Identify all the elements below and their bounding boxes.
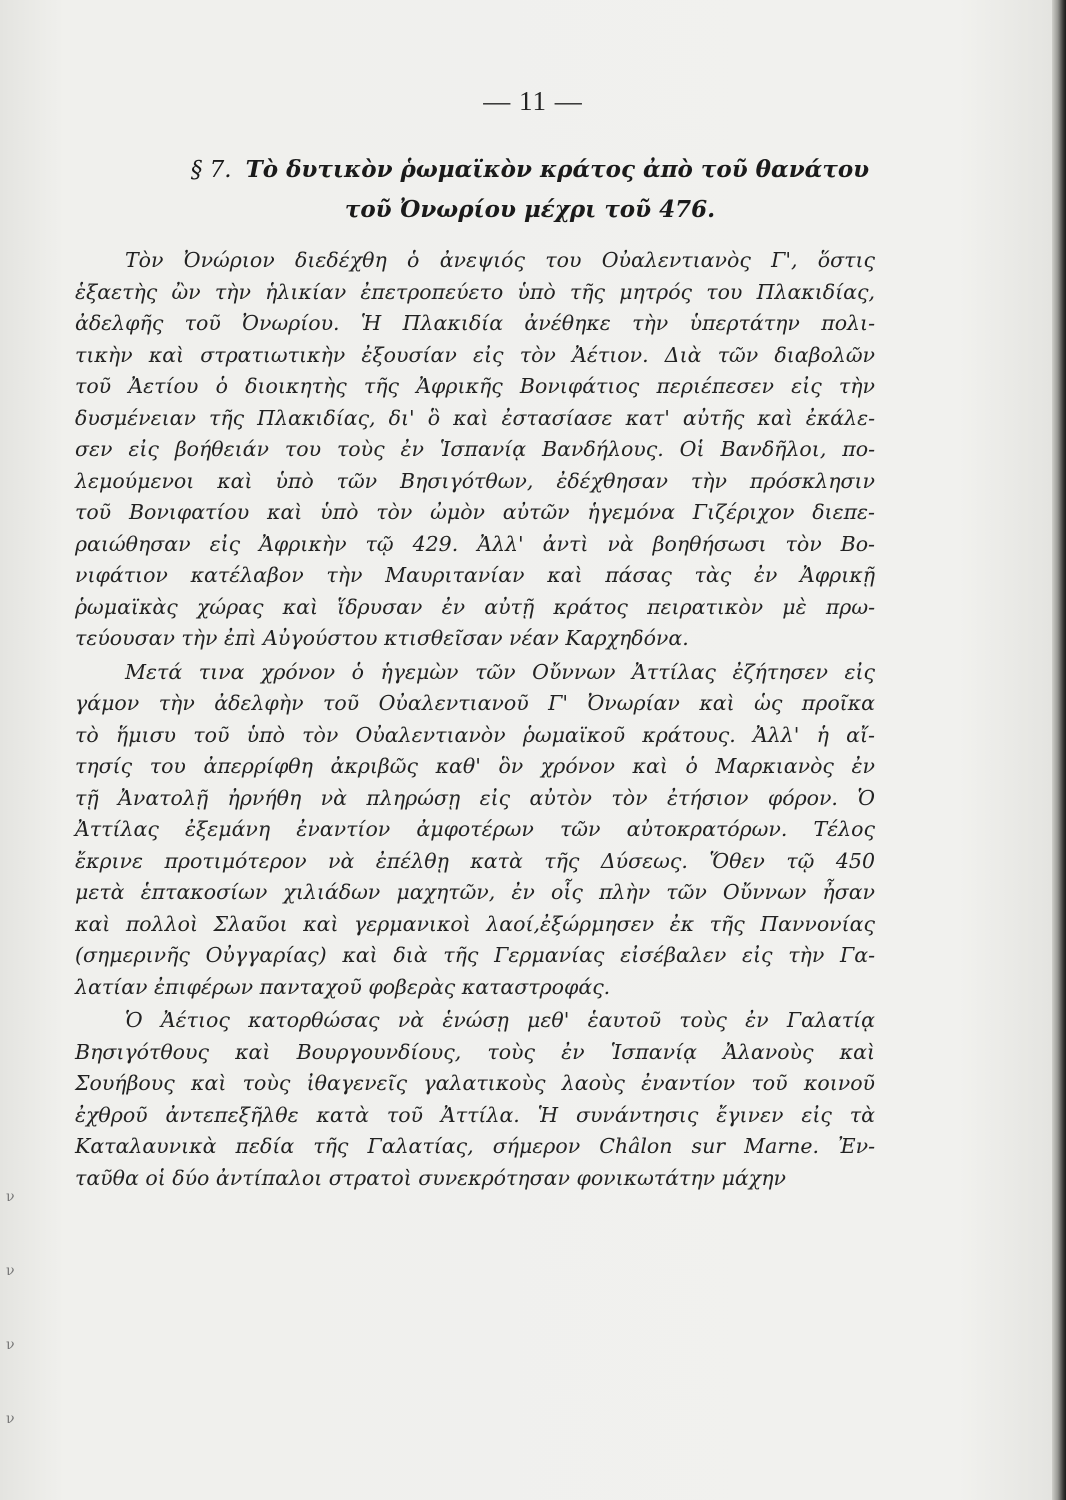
- text-line: Ἀττίλας ἐξεμάνη ἐναντίον ἀμφοτέρων τῶν αὐτοκρατόρων. Τέλος: [75, 817, 875, 841]
- text-line: ταῦθα οἱ δύο ἀντίπαλοι στρατοὶ συνεκρότησαν φονικωτάτην μάχην: [75, 1165, 786, 1190]
- text-line: ῥωμαϊκὰς χώρας καὶ ἵδρυσαν ἐν αὐτῇ κράτος πειρατικὸν μὲ πρω-: [75, 594, 875, 619]
- text-line: τοῦ Ἀετίου ὁ διοικητὴς τῆς Ἀφρικῆς Βονιφάτιος περιέπεσεν εἰς τὴν: [75, 374, 875, 398]
- text-line: δυσμένειαν τῆς Πλακιδίας, δι' ὃ καὶ ἐστασίασε κατ' αὐτῆς καὶ ἐκάλε-: [75, 405, 875, 430]
- body-text: [75, 245, 875, 1196]
- text-line: Ὁ Ἀέτιος κατορθώσας νὰ ἑνώσῃ μεθ' ἑαυτοῦ τοὺς ἐν Γαλατίᾳ: [125, 1008, 875, 1032]
- text-line: λεμούμενοι καὶ ὑπὸ τῶν Βησιγότθων, ἐδέχθησαν τὴν πρόσκλησιν: [75, 468, 875, 493]
- paragraph: [75, 657, 875, 1004]
- text-line: ἀδελφῆς τοῦ Ὀνωρίου. Ἡ Πλακιδία ἀνέθηκε τὴν ὑπερτάτην πολι-: [75, 311, 875, 335]
- text-line: τικὴν καὶ στρατιωτικὴν ἐξουσίαν εἰς τὸν Ἀέτιον. Διὰ τῶν διαβολῶν: [75, 342, 875, 367]
- text-line: ἔκρινε προτιμότερον νὰ ἐπέλθῃ κατὰ τῆς Δύσεως. Ὅθεν τῷ 450: [75, 848, 875, 873]
- text-line: Καταλαυνικὰ πεδία τῆς Γαλατίας, σήμερον Châlon sur Marne. Ἐν-: [75, 1134, 875, 1158]
- text-line: τῇ Ἀνατολῇ ἠρνήθη νὰ πληρώσῃ εἰς αὐτὸν τὸν ἐτήσιον φόρον. Ὁ: [75, 785, 875, 810]
- text-line: ἑξαετὴς ὢν τὴν ἡλικίαν ἐπετροπεύετο ὑπὸ τῆς μητρός του Πλακιδίας,: [75, 279, 875, 304]
- text-line: ἐχθροῦ ἀντεπεξῆλθε κατὰ τοῦ Ἀττίλα. Ἡ συνάντησις ἔγινεν εἰς τὰ: [75, 1102, 875, 1127]
- text-line: τεύουσαν τὴν ἐπὶ Αὐγούστου κτισθεῖσαν νέαν Καρχηδόνα.: [75, 626, 689, 650]
- section-title-part-1: Τὸ δυτικὸν ῥωμαϊκὸν κράτος ἀπὸ τοῦ θανάτου: [245, 156, 870, 183]
- text-line: Σουήβους καὶ τοὺς ἰθαγενεῖς γαλατικοὺς λαοὺς ἐναντίον τοῦ κοινοῦ: [75, 1071, 875, 1095]
- text-line: λατίαν ἐπιφέρων πανταχοῦ φοβερὰς καταστροφάς.: [75, 974, 611, 999]
- page-number: — 11 —: [483, 86, 583, 116]
- text-line: σεν εἰς βοήθειάν του τοὺς ἐν Ἱσπανίᾳ Βανδήλους. Οἱ Βανδῆλοι, πο-: [75, 437, 875, 461]
- text-line: (σημερινῆς Οὐγγαρίας) καὶ διὰ τῆς Γερμανίας εἰσέβαλεν εἰς τὴν Γα-: [75, 943, 875, 967]
- text-line: Μετά τινα χρόνον ὁ ἡγεμὼν τῶν Οὔννων Ἀττίλας ἐζήτησεν εἰς: [125, 659, 875, 684]
- text-line: νιφάτιον κατέλαβον τὴν Μαυριτανίαν καὶ πάσας τὰς ἐν Ἀφρικῇ: [75, 563, 875, 587]
- text-line: ραιώθησαν εἰς Ἀφρικὴν τῷ 429. Ἀλλ' ἀντὶ νὰ βοηθήσωσι τὸν Βο-: [75, 531, 875, 556]
- text-line: τὸ ἥμισυ τοῦ ὑπὸ τὸν Οὐαλεντιανὸν ῥωμαϊκοῦ κράτους. Ἀλλ' ἡ αἴ-: [75, 722, 875, 747]
- section-mark: § 7.: [190, 157, 232, 183]
- section-heading-line-2: τοῦ Ὀνωρίου μέχρι τοῦ 476.: [344, 196, 716, 223]
- text-line: Βησιγότθους καὶ Βουργουνδίους, τοὺς ἐν Ἱσπανίᾳ Ἀλανοὺς καὶ: [75, 1039, 875, 1064]
- paragraph: [75, 245, 875, 655]
- page-edge-shadow: [1052, 0, 1066, 1500]
- text-line: Τὸν Ὀνώριον διεδέχθη ὁ ἀνεψιός του Οὐαλεντιανὸς Γ', ὅστις: [125, 248, 875, 272]
- text-line: μετὰ ἑπτακοσίων χιλιάδων μαχητῶν, ἐν οἷς πλὴν τῶν Οὔννων ἦσαν: [75, 880, 875, 904]
- section-heading-line-1: [130, 150, 930, 190]
- text-line: τοῦ Βονιφατίου καὶ ὑπὸ τὸν ὠμὸν αὐτῶν ἡγεμόνα Γιζέριχον διεπε-: [75, 500, 875, 524]
- text-line: γάμον τὴν ἀδελφὴν τοῦ Οὐαλεντιανοῦ Γ' Ὀνωρίαν καὶ ὡς προῖκα: [75, 691, 875, 715]
- paragraph: [75, 1005, 875, 1194]
- section-heading: [130, 150, 930, 230]
- text-line: τησίς του ἀπερρίφθη ἀκριβῶς καθ' ὃν χρόνον καὶ ὁ Μαρκιανὸς ἐν: [75, 754, 875, 778]
- text-line: καὶ πολλοὶ Σλαῦοι καὶ γερμανικοὶ λαοί,ἐξώρμησεν ἐκ τῆς Παννονίας: [75, 911, 875, 936]
- margin-marks: ν ν ν ν: [6, 1189, 15, 1427]
